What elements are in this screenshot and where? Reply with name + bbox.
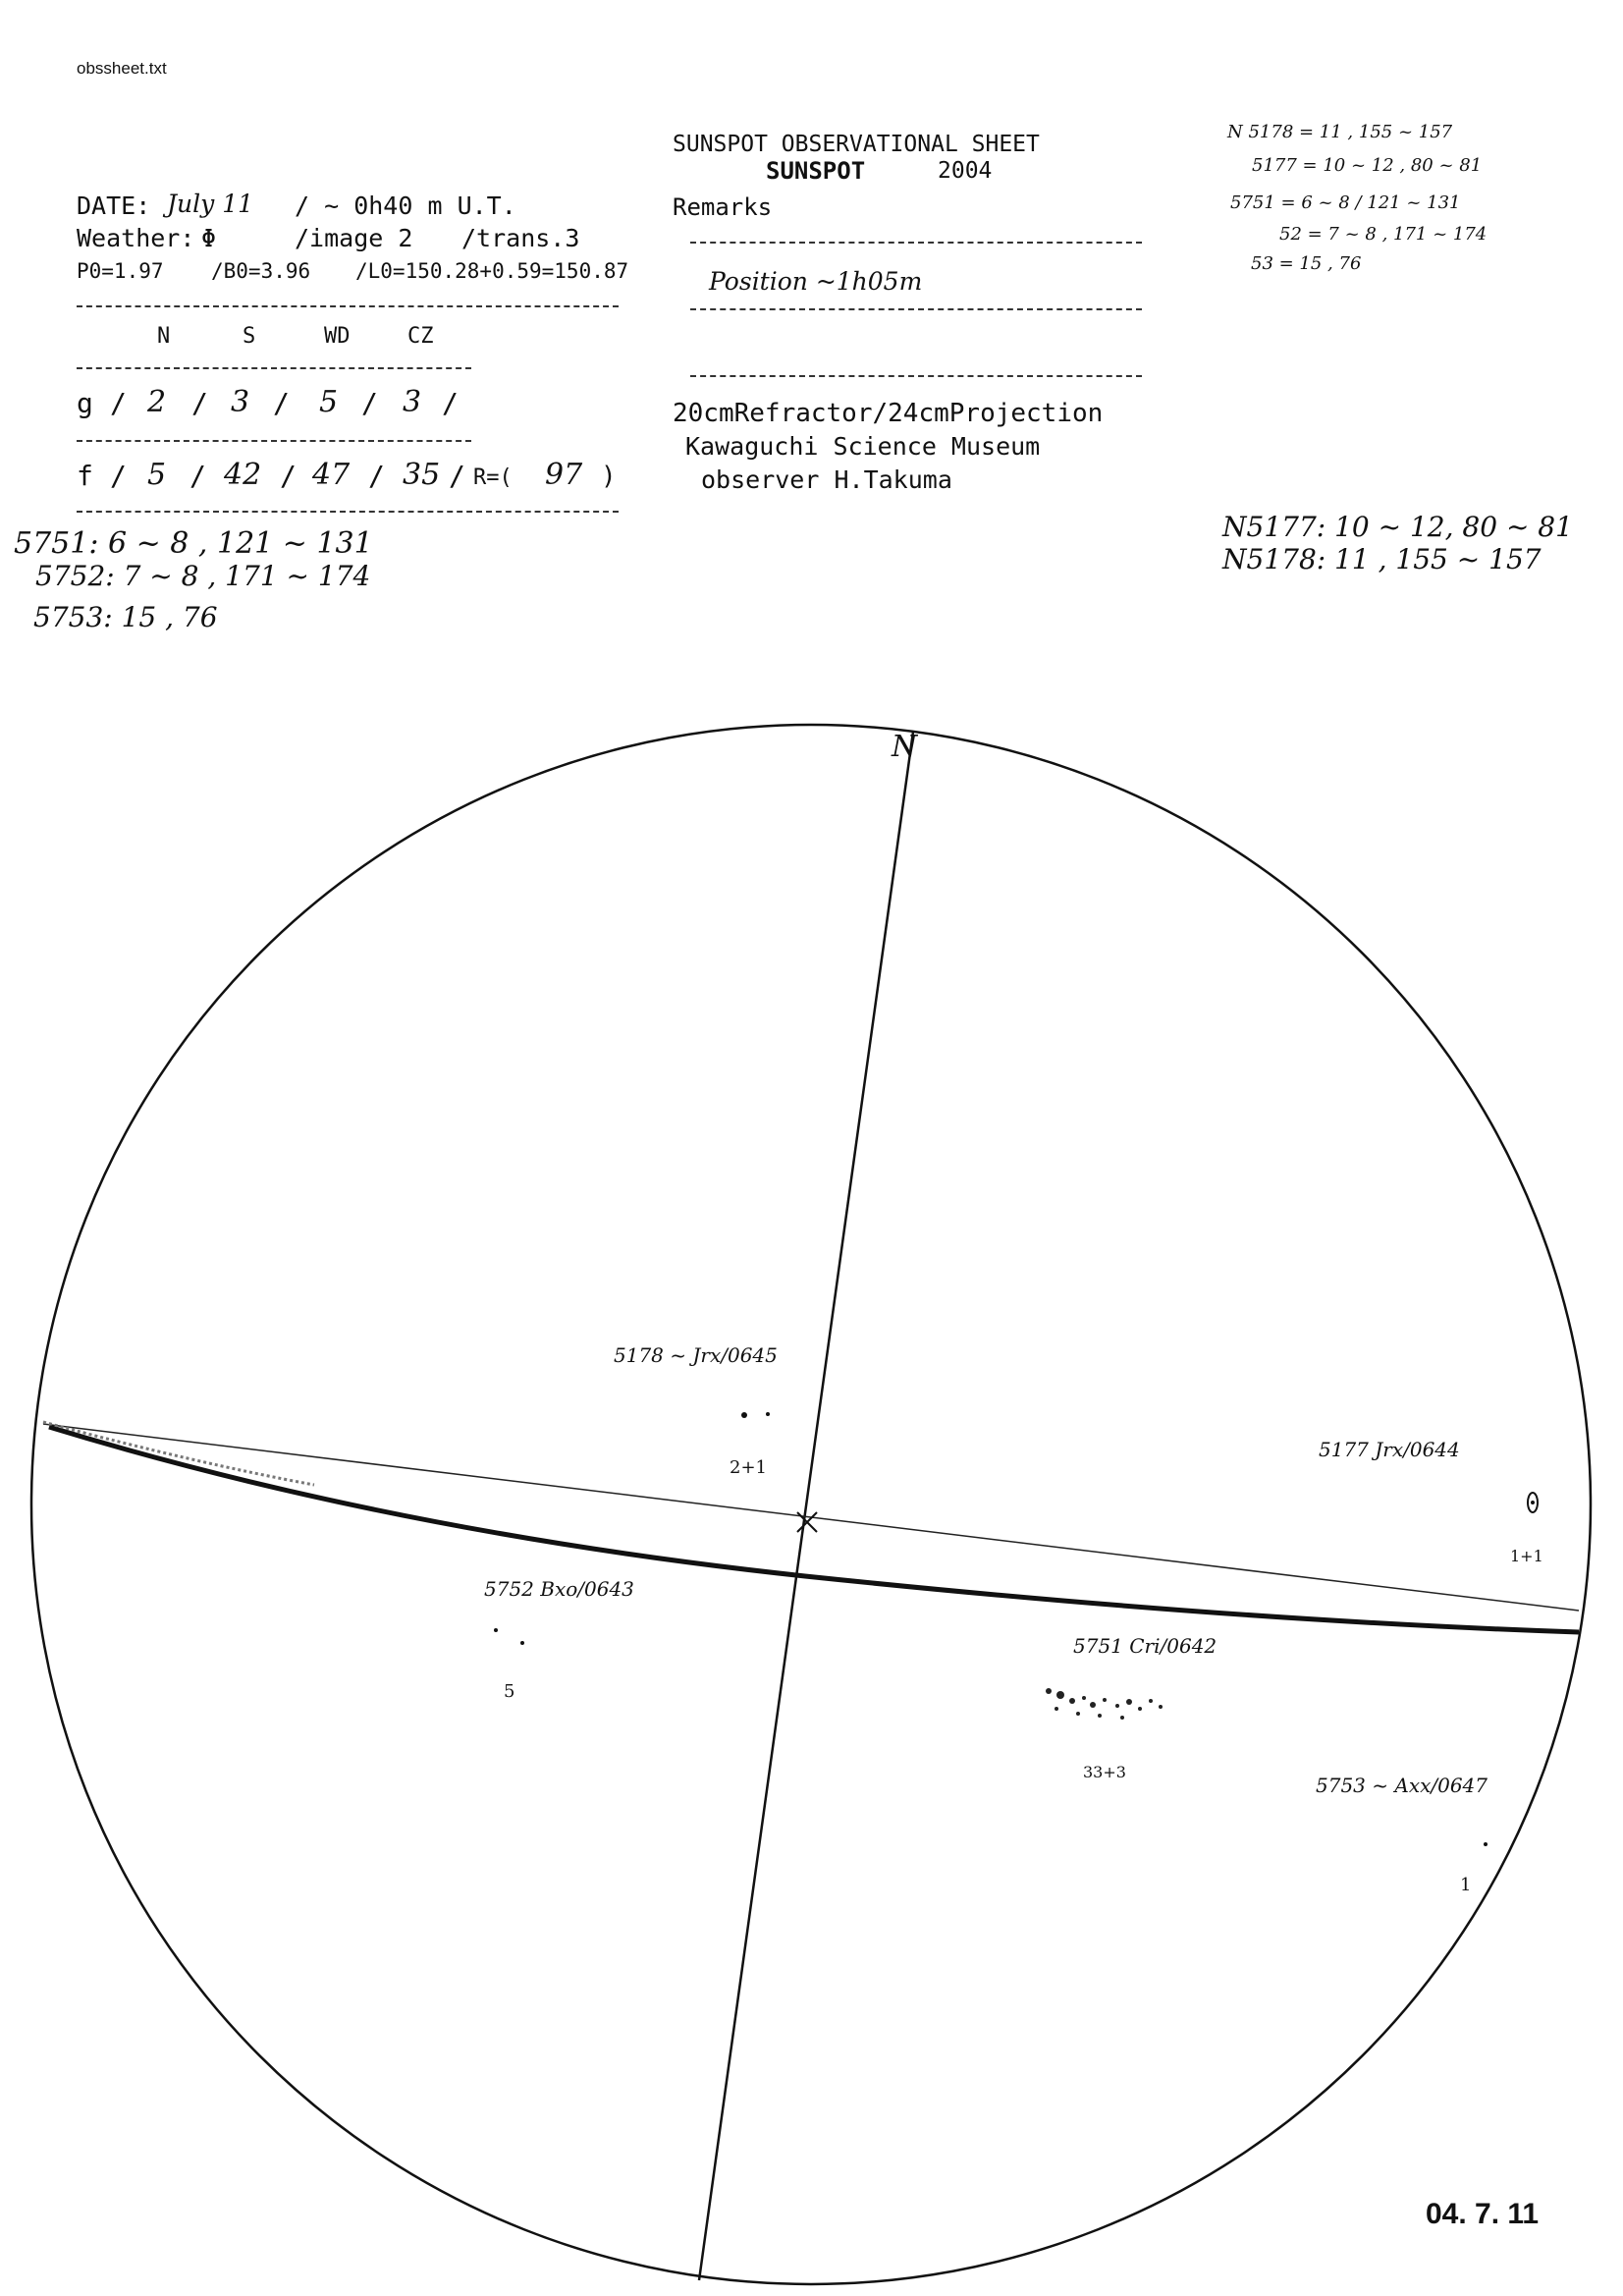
g-label: g xyxy=(77,387,93,419)
f-value-wd: 47 xyxy=(312,458,351,492)
group-5178-count: 2+1 xyxy=(730,1457,767,1478)
instrument-line-3: observer H.Takuma xyxy=(701,465,952,494)
g-value-wd: 5 xyxy=(319,385,339,419)
time-value: / ~ 0h40 m U.T. xyxy=(295,191,516,220)
sunspot xyxy=(1531,1501,1535,1504)
g-sep: / xyxy=(361,387,378,419)
sunspot xyxy=(741,1412,747,1418)
g-value-s: 3 xyxy=(231,385,250,419)
f-value-cz: 35 xyxy=(403,458,441,492)
top-right-note-2: 5177 = 10 ~ 12 , 80 ~ 81 xyxy=(1252,155,1483,176)
col-header-wd: WD xyxy=(324,324,351,349)
equator-shading xyxy=(43,1422,314,1485)
sunspot xyxy=(1484,1842,1488,1846)
group-5753-count: 1 xyxy=(1460,1875,1472,1895)
col-header-s: S xyxy=(243,324,256,349)
right-note-1: N5177: 10 ~ 12, 80 ~ 81 xyxy=(1222,511,1573,543)
g-sep: / xyxy=(442,387,459,419)
remarks-note: Position ~1h05m xyxy=(709,267,923,296)
footer-date: 04. 7. 11 xyxy=(1426,2198,1540,2230)
sheet-year: 2004 xyxy=(938,158,993,184)
trans-value: /trans.3 xyxy=(461,224,580,252)
group-5177-label: 5177 Jrx/0644 xyxy=(1319,1438,1460,1461)
g-value-n: 2 xyxy=(147,385,167,419)
f-sep: / xyxy=(189,460,206,492)
instrument-line-2: Kawaguchi Science Museum xyxy=(685,432,1041,461)
b0-value: /B0=3.96 xyxy=(211,259,311,283)
group-5177-count: 1+1 xyxy=(1510,1547,1543,1565)
group-5752-count: 5 xyxy=(504,1681,515,1702)
instrument-line-1: 20cmRefractor/24cmProjection xyxy=(673,399,1104,428)
sheet-title: SUNSPOT OBSERVATIONAL SHEET xyxy=(673,132,1040,157)
f-label: f xyxy=(77,460,93,492)
right-note-2: N5178: 11 , 155 ~ 157 xyxy=(1222,543,1542,575)
sheet-subtitle: SUNSPOT xyxy=(766,157,866,185)
f-value-n: 5 xyxy=(147,458,167,492)
weather-value: Φ xyxy=(201,224,217,252)
f-sep: / xyxy=(368,460,385,492)
col-header-cz: CZ xyxy=(407,324,434,349)
top-right-note-1: N 5178 = 11 , 155 ~ 157 xyxy=(1227,122,1453,142)
top-right-note-4: 52 = 7 ~ 8 , 171 ~ 174 xyxy=(1279,224,1488,245)
solar-disc-limb xyxy=(31,725,1591,2284)
image-value: /image 2 xyxy=(295,224,413,252)
p0-value: P0=1.97 xyxy=(77,259,164,283)
left-note-1: 5751: 6 ~ 8 , 121 ~ 131 xyxy=(14,526,373,561)
sunspot xyxy=(494,1628,498,1632)
weather-label: Weather: xyxy=(77,224,195,252)
r-close: ) xyxy=(601,462,617,491)
group-5751-count: 33+3 xyxy=(1083,1763,1126,1781)
l0-value: /L0=150.28+0.59=150.87 xyxy=(355,259,629,283)
sunspot xyxy=(520,1641,524,1645)
date-label: DATE: xyxy=(77,191,151,220)
col-header-n: N xyxy=(157,324,171,349)
r-value: 97 xyxy=(545,458,583,492)
g-sep: / xyxy=(191,387,208,419)
date-value: July 11 xyxy=(167,190,254,218)
r-label: R=( xyxy=(473,465,513,490)
f-sep: / xyxy=(280,460,297,492)
sunspot xyxy=(766,1412,770,1416)
f-sep: / xyxy=(449,460,465,492)
top-right-note-3: 5751 = 6 ~ 8 / 121 ~ 131 xyxy=(1230,192,1461,213)
file-name: obssheet.txt xyxy=(77,59,167,78)
g-value-cz: 3 xyxy=(403,385,422,419)
f-value-s: 42 xyxy=(224,458,262,492)
remarks-label: Remarks xyxy=(673,193,773,221)
rotation-axis-line xyxy=(699,732,913,2280)
f-sep: / xyxy=(110,460,127,492)
left-note-3: 5753: 15 , 76 xyxy=(33,601,218,633)
g-sep: / xyxy=(110,387,127,419)
left-note-2: 5752: 7 ~ 8 , 171 ~ 174 xyxy=(35,560,371,592)
group-5751-spots xyxy=(1046,1688,1163,1720)
group-5178-label: 5178 ~ Jrx/0645 xyxy=(614,1343,778,1367)
group-5752-label: 5752 Bxo/0643 xyxy=(484,1577,634,1601)
north-marker: N xyxy=(892,730,918,764)
top-right-note-5: 53 = 15 , 76 xyxy=(1251,253,1362,274)
group-5753-label: 5753 ~ Axx/0647 xyxy=(1316,1774,1488,1797)
g-sep: / xyxy=(273,387,290,419)
group-5751-label: 5751 Cri/0642 xyxy=(1073,1634,1217,1658)
